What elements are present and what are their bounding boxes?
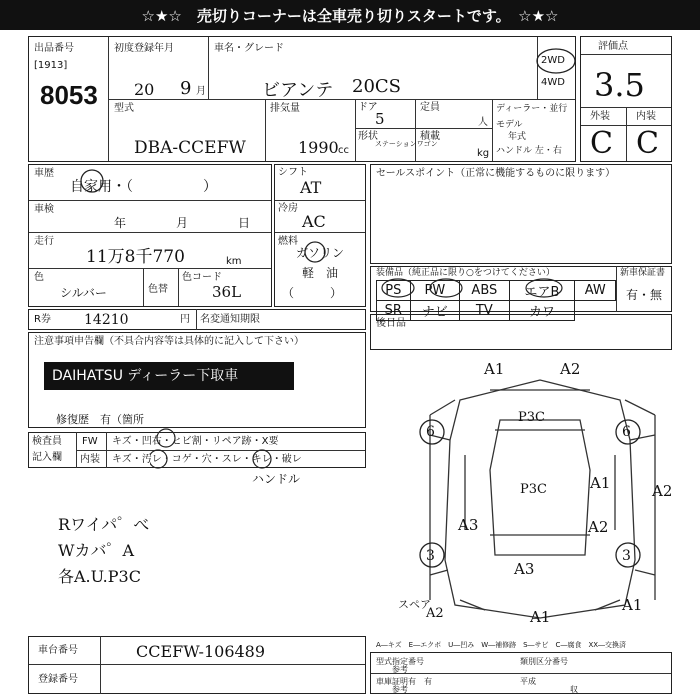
- first-reg-year: 20: [134, 80, 155, 99]
- history-value: 自家用・（ ）: [70, 179, 217, 195]
- fuel-circle-mark: [302, 240, 328, 264]
- dealer-label: ディーラー・並行: [496, 104, 568, 114]
- mark-a1-bottom: A1: [530, 608, 551, 626]
- ref-class-label: 類別区分番号: [520, 657, 568, 666]
- mark-a3-bottom: A3: [514, 560, 535, 578]
- inspector-interior: 内装: [80, 454, 100, 465]
- doors-value: 5: [375, 110, 385, 128]
- dealer-year-label: 年式: [508, 132, 527, 142]
- history-label: 車歴: [34, 168, 54, 179]
- load-label: 積載: [420, 131, 440, 142]
- inspector-circle-marks: [150, 428, 330, 474]
- equip-sr: SR: [377, 301, 411, 321]
- mileage-label: 走行: [34, 236, 54, 247]
- equip-tv: TV: [460, 301, 509, 321]
- chassis-label: 車台番号: [38, 645, 78, 656]
- repair-history: 修復歴 有（箇所: [56, 413, 144, 426]
- shape-label: 形状: [358, 131, 378, 142]
- reg-no-label: 登録番号: [38, 674, 78, 685]
- warranty-label: 新車保証書: [620, 268, 666, 278]
- equip-ps: PS: [377, 281, 411, 301]
- drive-2wd: 2WD: [541, 55, 565, 66]
- equipment-label: 装備品（純正品に限り○をつけてください）: [376, 268, 555, 278]
- equip-pw: PW: [410, 281, 460, 301]
- shift-label: シフト: [278, 167, 308, 178]
- displacement-value: 1990: [298, 138, 339, 157]
- model-grade: 20CS: [352, 76, 402, 97]
- recycle-unit: 円: [180, 314, 190, 325]
- mark-a1-top: A1: [484, 360, 505, 378]
- grade-score: 3.5: [594, 66, 645, 104]
- lot-code: [1913]: [34, 60, 68, 71]
- dealer-handle-label: ハンドル 左・右: [496, 146, 562, 156]
- chassis-value: CCEFW-106489: [136, 642, 266, 661]
- grade-int-label: 内装: [636, 111, 656, 122]
- mark-6-right: 6: [622, 424, 631, 440]
- notice-label: 名変通知期限: [200, 314, 260, 325]
- first-reg-month-unit: 月: [196, 86, 206, 97]
- mileage-value: 11万8千770: [86, 247, 185, 267]
- type-label: 型式: [114, 103, 134, 114]
- color-code: 36L: [212, 283, 242, 301]
- ref-garage-label: 車庫証明有 有: [376, 677, 432, 686]
- warranty-value: 有・無: [626, 288, 663, 302]
- first-reg-month: 9: [180, 78, 192, 99]
- mark-p3c-top: P3C: [518, 410, 545, 425]
- equip-leather: カワ: [509, 301, 575, 321]
- grade-label: 評価点: [598, 41, 628, 52]
- mark-a2-spare: A2: [426, 606, 444, 621]
- inspector-handle-note: ハンドル: [252, 472, 301, 486]
- inspector-label-2: 記入欄: [32, 452, 62, 463]
- equip-navi: ナビ: [410, 301, 460, 321]
- fuel-diesel: 軽 油: [302, 266, 339, 280]
- sales-point-label: セールスポイント（正常に機能するものに限ります）: [376, 168, 616, 179]
- doors-label: ドア: [358, 102, 378, 113]
- fuel-gasoline: ガソリン: [296, 246, 345, 260]
- inspector-fw: FW: [82, 436, 98, 447]
- later-items-label: 後日品: [376, 318, 406, 329]
- first-reg-label: 初度登録年月: [114, 43, 174, 54]
- later-items-box: [370, 314, 672, 350]
- inspection-label: 車検: [34, 204, 54, 215]
- color-change-label: 色替: [148, 284, 168, 295]
- color-code-label: 色コード: [182, 272, 222, 283]
- mark-a3-left: A3: [458, 516, 479, 534]
- history-circle-mark: [78, 168, 106, 194]
- load-unit: kg: [477, 148, 490, 159]
- mark-3-left: 3: [426, 548, 435, 564]
- mark-a1-bottom-right: A1: [622, 596, 643, 614]
- handwritten-note-2: Wカバ゜A: [58, 541, 135, 560]
- notes-label: 注意事項申告欄（不具合内容等は具体的に記入して下さい）: [34, 336, 304, 347]
- ref-note-2: 参考: [392, 685, 408, 694]
- recycle-value: 14210: [84, 312, 129, 328]
- mileage-unit: km: [226, 256, 242, 267]
- capacity-label: 定員: [420, 102, 440, 113]
- inspection-month: 月: [176, 216, 189, 230]
- type-value: DBA-CCEFW: [134, 138, 246, 158]
- mark-6-left: 6: [426, 424, 435, 440]
- inspector-label: 検査員: [32, 436, 62, 447]
- mark-a2-top: A2: [560, 360, 581, 378]
- grade-ext-label: 外装: [590, 111, 610, 122]
- color-value: シルバー: [60, 286, 107, 300]
- dealer-model-label: モデル: [496, 120, 523, 130]
- dealer-trade-in-text: DAIHATSU ディーラー下取車: [52, 368, 239, 384]
- ref-era-label: 平成: [520, 677, 536, 686]
- inspection-year: 年: [114, 216, 127, 230]
- shift-value: AT: [300, 178, 322, 197]
- ref-note-1: 参考: [392, 665, 408, 674]
- recycle-box: [28, 309, 366, 330]
- inspector-interior-items: キズ・汚レ・コゲ・穴・スレ・キレ・破レ: [112, 454, 302, 465]
- ac-label: 冷房: [278, 203, 298, 214]
- grade-ext: C: [590, 126, 613, 161]
- lot-number: 8053: [40, 80, 98, 110]
- banner-text: ☆★☆ 売切りコーナーは全車売り切りスタートです。 ☆★☆: [141, 7, 559, 25]
- ref-type-label: 型式指定番号: [376, 657, 424, 666]
- fuel-label: 燃料: [278, 236, 298, 247]
- equip-abs: ABS: [460, 281, 509, 301]
- mark-3-right: 3: [622, 548, 631, 564]
- recycle-label: R券: [34, 314, 51, 325]
- grade-int: C: [636, 126, 659, 161]
- mark-p3c-roof: P3C: [520, 482, 547, 497]
- fuel-other: （ ）: [282, 286, 343, 300]
- model-name: ビアンテ: [262, 80, 334, 101]
- displacement-unit: cc: [338, 145, 349, 156]
- damage-legend: A―キズ E―エクボ U―凹み W―補修跡 S―サビ C―腐食 XX―交換済: [376, 641, 627, 649]
- ref-income: 収: [570, 685, 578, 694]
- mark-spare: スペア: [398, 598, 431, 611]
- displacement-label: 排気量: [270, 103, 300, 114]
- inspector-fw-items: キズ・凹右・ヒビ割・リペア跡・X要: [112, 436, 279, 447]
- sales-point-box: [370, 164, 672, 264]
- drive-circle-mark: [535, 46, 577, 74]
- capacity-unit: 人: [478, 117, 488, 128]
- equip-aw: AW: [575, 281, 616, 301]
- inspection-day: 日: [238, 216, 251, 230]
- model-label: 車名・グレード: [214, 43, 284, 54]
- ac-value: AC: [302, 212, 326, 231]
- mark-a2-side: A2: [588, 518, 609, 536]
- drive-4wd: 4WD: [541, 77, 565, 88]
- handwritten-note-1: Rワイパ゜べ: [58, 515, 150, 534]
- lot-label: 出品番号: [34, 43, 74, 54]
- mark-a2-right: A2: [652, 482, 673, 500]
- equip-airbag: エアB: [509, 281, 575, 301]
- shape-value: ステーションワゴン: [375, 140, 438, 148]
- handwritten-note-3: 各A.U.P3C: [58, 567, 141, 586]
- color-label: 色: [34, 272, 44, 283]
- mark-a1-right: A1: [590, 474, 611, 492]
